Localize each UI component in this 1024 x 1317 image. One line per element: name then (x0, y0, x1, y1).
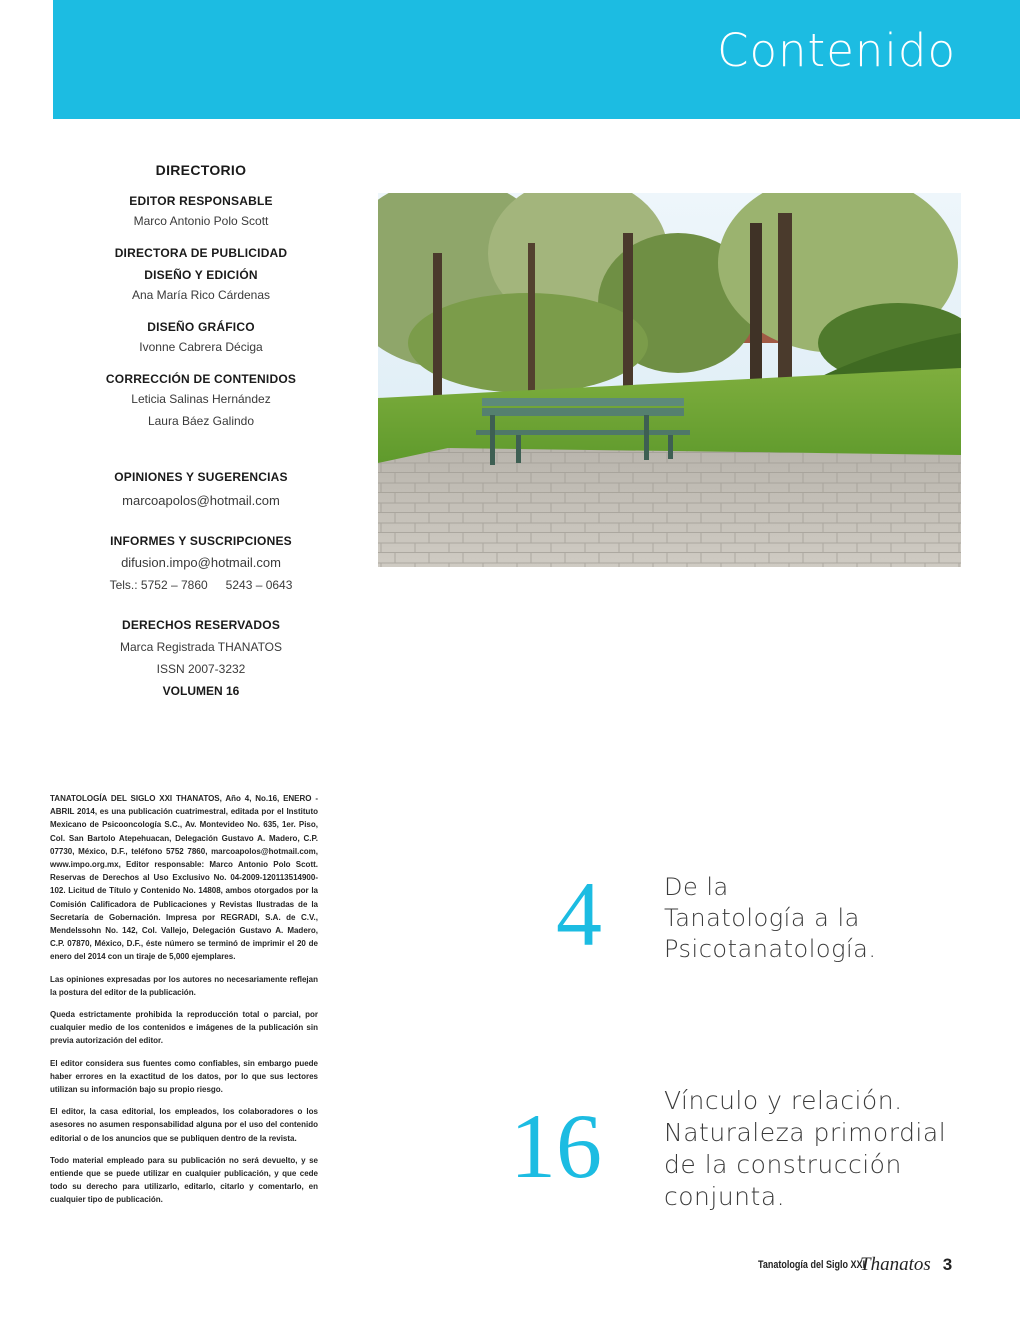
toc-title-line: Psicotanatología. (664, 935, 877, 963)
park-bench-photo (378, 193, 961, 567)
legal-paragraph: Todo material empleado para su publicación no será devuelto, y se entiende que se puede utilizar en cualquier publicación, y que cede todo su derecho para utilizarlo, editarlo, citarlo y comentarlo, en cualquier tipo de publicación. (50, 1155, 318, 1205)
correction-name-1: Leticia Salinas Hernández (131, 392, 271, 406)
publicity-heading: DIRECTORA DE PUBLICIDAD (114, 246, 288, 260)
page-title: Contenido (717, 24, 956, 77)
legal-paragraph: El editor considera sus fuentes como confiables, sin embargo puede haber errores en la exactitud de los datos, por lo que sus lectores utilizan su información bajo su propio riesgo. (50, 1058, 318, 1095)
toc-title-line: De la (664, 873, 729, 901)
publicity-name: Ana María Rico Cárdenas (131, 288, 271, 302)
editor-heading: EDITOR RESPONSABLE (129, 194, 273, 208)
toc-number: 16 (510, 1095, 602, 1197)
graphic-design-heading: DISEÑO GRÁFICO (147, 320, 255, 334)
correction-heading: CORRECCIÓN DE CONTENIDOS (105, 372, 297, 386)
legal-paragraph: Las opiniones expresadas por los autores no necesariamente reflejan la postura del editor de la publicación. (50, 974, 318, 997)
toc-title-line: Naturaleza primordial (664, 1118, 947, 1147)
directory-title: DIRECTORIO (155, 162, 247, 178)
footer-brand-logo: Thanatos (860, 1254, 931, 1275)
opinions-heading: OPINIONES Y SUGERENCIAS (114, 470, 288, 484)
toc-title-line: conjunta. (664, 1182, 786, 1211)
reports-heading: INFORMES Y SUSCRIPCIONES (110, 534, 292, 548)
trademark: Marca Registrada THANATOS (119, 640, 283, 654)
phone-1: Tels.: 5752 – 7860 (109, 578, 208, 592)
toc-title-line: Tanatología a la (664, 904, 860, 932)
toc-entry-title[interactable] (664, 872, 984, 965)
toc-number: 4 (556, 863, 602, 965)
phone-2: 5243 – 0643 (225, 578, 293, 592)
design-edition-heading: DISEÑO Y EDICIÓN (144, 268, 258, 282)
page-number: 3 (942, 1255, 953, 1274)
toc-title-line: de la construcción (664, 1150, 902, 1179)
editor-name: Marco Antonio Polo Scott (133, 214, 269, 228)
legal-paragraph: Queda estrictamente prohibida la reproducción total o parcial, por cualquier medio de los contenidos e imágenes de la publicación sin previa autorización del editor. (50, 1010, 318, 1046)
legal-paragraph: El editor, la casa editorial, los empleados, los colaboradores o los asesores no asumen responsabilidad alguna por el uso del contenido editorial o de los anuncios que se publiquen dentro de la revista. (50, 1107, 318, 1143)
volume: VOLUMEN 16 (162, 684, 240, 698)
header-band (53, 0, 1020, 119)
issn: ISSN 2007-3232 (156, 662, 246, 676)
legal-paragraph: TANATOLOGÍA DEL SIGLO XXI THANATOS, Año 4, No.16, ENERO - ABRIL 2014, es una publicación cuatrimestral, editada por el Instituto Mexicano de Psicooncología S.C., Av. Montevideo No. 635, 1er. Piso, Col. San Bartolo Atepehuacan, Delegación Gustavo A. Madero, C.P. 07730, México, D.F., teléfono 5752 7860, marcoapolos@hotmail.com, www.impo.org.mx, Editor responsable: Marco Antonio Polo Scott. Reservas de Derechos al Uso Exclusivo No. 04-2009-120113514900-102. Licitud de Título y Contenido No. 14808, ambos otorgados por la Comisión Calificadora de Publicaciones y Revistas Ilustradas de la Secretaría de Gobernación. Impresa por REGRADI, S.A. de C.V., Mendelssohn No. 142, Col. Vallejo, Delegación Gustavo A. Madero, C.P. 07870, México, D.F., éste número se terminó de imprimir el 20 de enero del 2014 con un tiraje de 5,000 ejemplares. (50, 794, 318, 962)
park-bench-illustration (378, 193, 961, 567)
directory (90, 162, 312, 702)
footer-publication: Tanatología del Siglo XXI (758, 1259, 866, 1271)
rights-heading: DERECHOS RESERVADOS (121, 618, 281, 632)
graphic-design-name: Ivonne Cabrera Déciga (139, 340, 263, 354)
phones-row (90, 574, 312, 596)
correction-name-2: Laura Báez Galindo (147, 414, 255, 428)
legal-notice (50, 792, 318, 1216)
page-footer (758, 1252, 968, 1278)
opinions-email[interactable]: marcoapolos@hotmail.com (122, 493, 280, 508)
toc-title-line: Vínculo y relación. (664, 1086, 903, 1115)
toc-entry-title[interactable] (664, 1085, 984, 1213)
reports-email[interactable]: difusion.impo@hotmail.com (121, 555, 281, 570)
